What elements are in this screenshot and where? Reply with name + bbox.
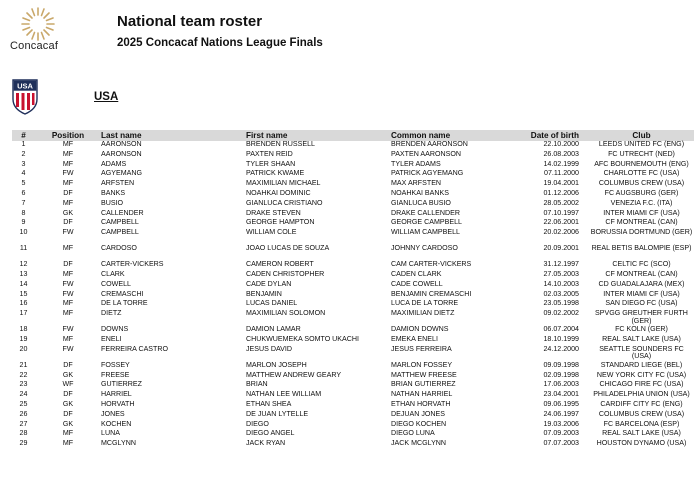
crest-text: USA xyxy=(17,81,33,91)
column-header-number: # xyxy=(12,130,35,141)
cell-common-name: EMEKA ENELI xyxy=(391,334,438,343)
cell-position: GK xyxy=(62,399,74,408)
cell-first-name: CADEN CHRISTOPHER xyxy=(246,269,325,278)
cell-position: FW xyxy=(62,289,74,298)
cell-club: FC BARCELONA (ESP) xyxy=(603,419,680,428)
cell-number: 8 xyxy=(21,208,26,217)
document-subtitle: 2025 Concacaf Nations League Finals xyxy=(117,37,323,49)
us-soccer-crest-icon xyxy=(12,79,38,115)
cell-last-name: FOSSEY xyxy=(101,360,130,369)
cell-last-name: AARONSON xyxy=(101,140,142,148)
cell-first-name: MAXIMILIAN SOLOMON xyxy=(246,309,326,318)
country-name: USA xyxy=(94,91,119,103)
cell-position: DF xyxy=(63,188,73,197)
cell-position: MF xyxy=(62,299,74,308)
column-header-position: Position xyxy=(35,130,101,141)
cell-position: WF xyxy=(62,380,74,389)
cell-position: DF xyxy=(63,218,73,227)
cell-common-name: CADE COWELL xyxy=(391,279,443,288)
cell-last-name: CARDOSO xyxy=(101,244,137,253)
cell-common-name: TYLER ADAMS xyxy=(391,159,441,168)
cell-last-name: CAMPBELL xyxy=(101,228,139,237)
cell-common-name: DIEGO LUNA xyxy=(391,429,435,438)
cell-common-name: MATTHEW FREESE xyxy=(391,370,457,379)
cell-date-of-birth: 07.09.2003 xyxy=(543,429,579,438)
cell-first-name: CADE DYLAN xyxy=(246,279,292,288)
cell-date-of-birth: 09.06.1995 xyxy=(543,399,579,408)
cell-last-name: GUTIERREZ xyxy=(101,380,142,389)
cell-position: MF xyxy=(62,309,74,318)
cell-last-name: ENELI xyxy=(101,334,122,343)
cell-number: 23 xyxy=(19,380,28,389)
cell-position: MF xyxy=(62,439,74,448)
cell-date-of-birth: 20.09.2001 xyxy=(543,244,579,253)
cell-first-name: ETHAN SHEA xyxy=(246,399,292,408)
cell-club: BORUSSIA DORTMUND (GER) xyxy=(590,228,693,237)
cell-last-name: HARRIEL xyxy=(101,390,132,399)
cell-position: MF xyxy=(62,334,74,343)
cell-common-name: CAM CARTER-VICKERS xyxy=(391,260,472,269)
cell-first-name: CHUKWUEMEKA SOMTO UKACHI xyxy=(246,334,359,343)
cell-date-of-birth: 19.03.2006 xyxy=(543,419,579,428)
cell-number: 17 xyxy=(19,309,28,318)
cell-common-name: ETHAN HORVATH xyxy=(391,399,451,408)
cell-date-of-birth: 06.07.2004 xyxy=(543,325,579,334)
cell-date-of-birth: 22.06.2001 xyxy=(543,218,579,227)
cell-common-name: NOAHKAI BANKS xyxy=(391,188,449,197)
cell-number: 16 xyxy=(19,299,28,308)
cell-date-of-birth: 18.10.1999 xyxy=(543,334,579,343)
table-row xyxy=(12,245,694,261)
cell-first-name: TYLER SHAAN xyxy=(246,159,296,168)
cell-club: FC UTRECHT (NED) xyxy=(608,149,675,158)
cell-date-of-birth: 27.05.2003 xyxy=(543,269,579,278)
cell-position: DF xyxy=(63,390,73,399)
cell-number: 20 xyxy=(19,344,28,353)
cell-number: 10 xyxy=(19,228,28,237)
cell-first-name: CAMERON ROBERT xyxy=(246,260,314,269)
cell-position: DF xyxy=(63,260,73,269)
cell-first-name: DRAKE STEVEN xyxy=(246,208,301,217)
column-header-common-name: Common name xyxy=(391,130,503,141)
cell-date-of-birth: 22.10.2000 xyxy=(543,140,579,148)
cell-last-name: FREESE xyxy=(101,370,130,379)
cell-date-of-birth: 14.10.2003 xyxy=(543,279,579,288)
cell-club: CARDIFF CITY FC (ENG) xyxy=(600,399,683,408)
cell-common-name: JACK MCGLYNN xyxy=(391,439,447,448)
cell-number: 22 xyxy=(19,370,28,379)
column-header-last-name: Last name xyxy=(101,130,246,141)
cell-number: 9 xyxy=(21,218,26,227)
cell-position: DF xyxy=(63,409,73,418)
cell-last-name: MCGLYNN xyxy=(101,439,136,448)
cell-first-name: LUCAS DANIEL xyxy=(246,299,298,308)
table-row xyxy=(12,346,694,362)
cell-number: 13 xyxy=(19,269,28,278)
cell-number: 5 xyxy=(21,179,26,188)
cell-number: 27 xyxy=(19,419,28,428)
cell-last-name: FERREIRA CASTRO xyxy=(101,344,169,353)
cell-date-of-birth: 02.09.1998 xyxy=(543,370,579,379)
cell-club: COLUMBUS CREW (USA) xyxy=(598,179,685,188)
cell-last-name: ARFSTEN xyxy=(101,179,135,188)
cell-last-name: HORVATH xyxy=(101,399,135,408)
cell-number: 1 xyxy=(21,140,26,148)
cell-last-name: BUSIO xyxy=(101,198,124,207)
cell-club: REAL BETIS BALOMPIE (ESP) xyxy=(591,244,692,253)
cell-position: MF xyxy=(62,429,74,438)
cell-club: REAL SALT LAKE (USA) xyxy=(602,334,681,343)
cell-club: CF MONTREAL (CAN) xyxy=(605,218,678,227)
document-title: National team roster xyxy=(117,13,263,30)
cell-last-name: DIETZ xyxy=(101,309,122,318)
cell-date-of-birth: 24.06.1997 xyxy=(543,409,579,418)
cell-club: CHICAGO FIRE FC (USA) xyxy=(599,380,684,389)
cell-number: 29 xyxy=(19,439,28,448)
cell-position: MF xyxy=(62,198,74,207)
cell-last-name: BANKS xyxy=(101,188,126,197)
cell-club: FC KOLN (GER) xyxy=(615,325,668,334)
cell-position: FW xyxy=(62,169,74,178)
cell-number: 18 xyxy=(19,325,28,334)
cell-last-name: LUNA xyxy=(101,429,120,438)
cell-last-name: JONES xyxy=(101,409,125,418)
cell-number: 19 xyxy=(19,334,28,343)
cell-position: MF xyxy=(62,149,74,158)
cell-date-of-birth: 02.03.2005 xyxy=(543,289,579,298)
cell-number: 14 xyxy=(19,279,28,288)
cell-first-name: BRENDEN RUSSELL xyxy=(246,140,315,148)
cell-last-name: CLARK xyxy=(101,269,125,278)
cell-club: CF MONTREAL (CAN) xyxy=(605,269,678,278)
column-header-club: Club xyxy=(589,130,694,141)
cell-last-name: CARTER-VICKERS xyxy=(101,260,164,269)
cell-date-of-birth: 28.05.2002 xyxy=(543,198,579,207)
cell-first-name: DE JUAN LYTELLE xyxy=(246,409,309,418)
cell-position: MF xyxy=(62,179,74,188)
cell-club: INTER MIAMI CF (USA) xyxy=(603,289,680,298)
cell-date-of-birth: 19.04.2001 xyxy=(543,179,579,188)
cell-date-of-birth: 23.05.1998 xyxy=(543,299,579,308)
cell-last-name: CREMASCHI xyxy=(101,289,144,298)
cell-club: STANDARD LIEGE (BEL) xyxy=(600,360,683,369)
cell-first-name: JESUS DAVID xyxy=(246,344,292,353)
cell-first-name: MATTHEW ANDREW GEARY xyxy=(246,370,342,379)
cell-position: GK xyxy=(62,370,74,379)
cell-date-of-birth: 09.09.1998 xyxy=(543,360,579,369)
cell-common-name: BRENDEN AARONSON xyxy=(391,140,468,148)
cell-date-of-birth: 07.10.1997 xyxy=(543,208,579,217)
cell-date-of-birth: 01.12.2006 xyxy=(543,188,579,197)
cell-common-name: PATRICK AGYEMANG xyxy=(391,169,464,178)
cell-common-name: CADEN CLARK xyxy=(391,269,442,278)
cell-common-name: PAXTEN AARONSON xyxy=(391,149,462,158)
cell-club: HOUSTON DYNAMO (USA) xyxy=(596,439,687,448)
cell-first-name: WILLIAM COLE xyxy=(246,228,297,237)
cell-number: 3 xyxy=(21,159,26,168)
cell-first-name: MARLON JOSEPH xyxy=(246,360,307,369)
cell-club: VENEZIA F.C. (ITA) xyxy=(610,198,673,207)
cell-position: DF xyxy=(63,360,73,369)
cell-number: 12 xyxy=(19,260,28,269)
cell-number: 25 xyxy=(19,399,28,408)
cell-first-name: DIEGO ANGEL xyxy=(246,429,295,438)
cell-position: FW xyxy=(62,344,74,353)
cell-date-of-birth: 26.08.2003 xyxy=(543,149,579,158)
cell-last-name: ADAMS xyxy=(101,159,127,168)
cell-number: 7 xyxy=(21,198,26,207)
cell-common-name: BRIAN GUTIERREZ xyxy=(391,380,456,389)
cell-last-name: AGYEMANG xyxy=(101,169,142,178)
table-row xyxy=(12,440,694,450)
cell-common-name: DIEGO KOCHEN xyxy=(391,419,447,428)
cell-first-name: NATHAN LEE WILLIAM xyxy=(246,390,322,399)
cell-last-name: CALLENDER xyxy=(101,208,144,217)
cell-first-name: DIEGO xyxy=(246,419,269,428)
cell-club: NEW YORK CITY FC (USA) xyxy=(596,370,687,379)
cell-common-name: WILLIAM CAMPBELL xyxy=(391,228,460,237)
cell-position: FW xyxy=(62,279,74,288)
cell-last-name: AARONSON xyxy=(101,149,142,158)
roster-body xyxy=(12,141,694,450)
cell-first-name: PATRICK KWAME xyxy=(246,169,305,178)
cell-date-of-birth: 17.06.2003 xyxy=(543,380,579,389)
cell-common-name: LUCA DE LA TORRE xyxy=(391,299,459,308)
cell-club: LEEDS UNITED FC (ENG) xyxy=(598,140,685,148)
cell-date-of-birth: 31.12.1997 xyxy=(543,260,579,269)
cell-club: INTER MIAMI CF (USA) xyxy=(603,208,680,217)
table-row xyxy=(12,310,694,326)
cell-number: 21 xyxy=(19,360,28,369)
cell-first-name: MAXIMILIAN MICHAEL xyxy=(246,179,321,188)
cell-common-name: JESUS FERREIRA xyxy=(391,344,452,353)
cell-common-name: DAMION DOWNS xyxy=(391,325,449,334)
cell-first-name: DAMION LAMAR xyxy=(246,325,301,334)
cell-club: REAL SALT LAKE (USA) xyxy=(602,429,681,438)
cell-number: 6 xyxy=(21,188,26,197)
cell-position: FW xyxy=(62,325,74,334)
cell-first-name: GEORGE HAMPTON xyxy=(246,218,315,227)
cell-position: MF xyxy=(62,159,74,168)
cell-number: 28 xyxy=(19,429,28,438)
cell-number: 24 xyxy=(19,390,28,399)
cell-first-name: JOAO LUCAS DE SOUZA xyxy=(246,244,330,253)
cell-number: 26 xyxy=(19,409,28,418)
cell-last-name: COWELL xyxy=(101,279,131,288)
cell-club: CHARLOTTE FC (USA) xyxy=(603,169,680,178)
cell-number: 2 xyxy=(21,149,26,158)
cell-date-of-birth: 23.04.2001 xyxy=(543,390,579,399)
cell-common-name: DRAKE CALLENDER xyxy=(391,208,460,217)
cell-number: 15 xyxy=(19,289,28,298)
cell-last-name: CAMPBELL xyxy=(101,218,139,227)
cell-club: AFC BOURNEMOUTH (ENG) xyxy=(594,159,689,168)
cell-position: GK xyxy=(62,208,74,217)
cell-position: MF xyxy=(62,244,74,253)
cell-position: MF xyxy=(62,140,74,148)
cell-position: MF xyxy=(62,269,74,278)
cell-last-name: KOCHEN xyxy=(101,419,132,428)
roster-table xyxy=(12,130,694,450)
table-row xyxy=(12,229,694,245)
cell-first-name: NOAHKAI DOMINIC xyxy=(246,188,311,197)
cell-common-name: NATHAN HARRIEL xyxy=(391,390,453,399)
cell-first-name: BENJAMIN xyxy=(246,289,282,298)
column-header-date-of-birth: Date of birth xyxy=(503,130,589,141)
cell-club: SPVGG GREUTHER FURTH (GER) xyxy=(595,309,688,325)
cell-position: FW xyxy=(62,228,74,237)
cell-date-of-birth: 20.02.2006 xyxy=(543,228,579,237)
cell-common-name: MAX ARFSTEN xyxy=(391,179,442,188)
cell-date-of-birth: 24.12.2000 xyxy=(543,344,579,353)
cell-club: CELTIC FC (SCO) xyxy=(612,260,671,269)
cell-common-name: MAXIMILIAN DIETZ xyxy=(391,309,455,318)
logo-wordmark: Concacaf xyxy=(10,40,59,52)
cell-first-name: GIANLUCA CRISTIANO xyxy=(246,198,323,207)
cell-common-name: GEORGE CAMPBELL xyxy=(391,218,462,227)
cell-common-name: GIANLUCA BUSIO xyxy=(391,198,451,207)
cell-club: FC AUGSBURG (GER) xyxy=(604,188,679,197)
cell-club: PHILADELPHIA UNION (USA) xyxy=(593,390,690,399)
cell-club: CD GUADALAJARA (MEX) xyxy=(598,279,685,288)
cell-number: 11 xyxy=(19,244,28,253)
cell-common-name: DEJUAN JONES xyxy=(391,409,445,418)
cell-club: COLUMBUS CREW (USA) xyxy=(598,409,685,418)
cell-club: SAN DIEGO FC (USA) xyxy=(605,299,678,308)
column-header-first-name: First name xyxy=(246,130,391,141)
cell-date-of-birth: 07.07.2003 xyxy=(543,439,579,448)
cell-date-of-birth: 09.02.2002 xyxy=(543,309,579,318)
cell-first-name: BRIAN xyxy=(246,380,268,389)
cell-first-name: JACK RYAN xyxy=(246,439,286,448)
cell-number: 4 xyxy=(21,169,26,178)
cell-first-name: PAXTEN REID xyxy=(246,149,293,158)
cell-last-name: DE LA TORRE xyxy=(101,299,148,308)
cell-date-of-birth: 14.02.1999 xyxy=(543,159,579,168)
cell-common-name: BENJAMIN CREMASCHI xyxy=(391,289,472,298)
cell-date-of-birth: 07.11.2000 xyxy=(544,169,579,178)
cell-common-name: MARLON FOSSEY xyxy=(391,360,453,369)
cell-position: GK xyxy=(62,419,74,428)
cell-common-name: JOHNNY CARDOSO xyxy=(391,244,458,253)
cell-last-name: DOWNS xyxy=(101,325,129,334)
cell-club: SEATTLE SOUNDERS FC (USA) xyxy=(599,344,684,361)
